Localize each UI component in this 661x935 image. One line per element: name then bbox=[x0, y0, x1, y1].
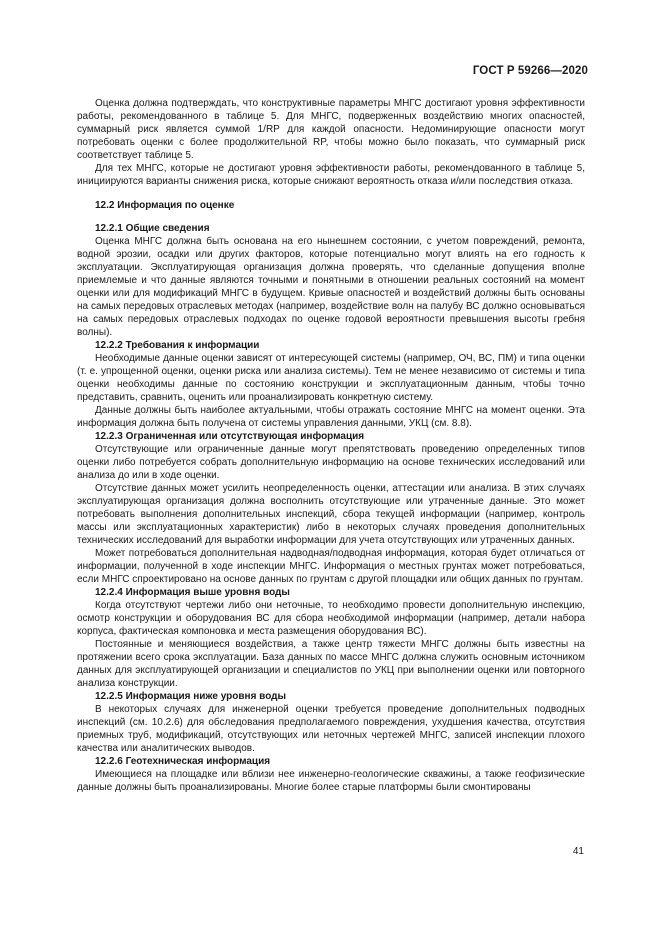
subsection-heading: 12.2.3 Ограниченная или отсутствующая информация bbox=[95, 431, 365, 442]
paragraph: В некоторых случаях для инженерной оценки требуется проведение дополнительных подводных инспекций (см. 10.2.6) для обследования предполагаемого повреждения, ухудшения качества, отсутствия приемных труб, модификаций, отсутствующих или неточных чертежей МНГС, записей инспекции плохого качества или аналитических выводов. bbox=[77, 704, 585, 754]
section-heading: 12.2 Информация по оценке bbox=[95, 200, 235, 211]
subsection-heading: 12.2.6 Геотехническая информация bbox=[95, 756, 271, 767]
paragraph: Необходимые данные оценки зависят от интересующей системы (например, ОЧ, ВС, ПМ) и типа оценки (т. е. упрощенной оценки, оценки риска или анализа системы). Тем не менее независимо от системы и типа оценки необходимы данные по состоянию конструкции и эксплуатационным данным, чтобы точно представить, сравнить, оценить или проанализировать конкретную систему. bbox=[77, 353, 585, 403]
paragraph: Отсутствие данных может усилить неопределенность оценки, аттестации или анализа. В этих случаях эксплуатирующая организация должна восполнить отсутствующие или утраченные данные. Это может потребовать выполнения дополнительных инспекций, сбора текущей информации (например, контроль массы или эксплуатационных характеристик) либо в некоторых случаях проведения дополнительных технических исследований для выработки информации для учета отсутствующих или утраченных данных. bbox=[77, 483, 585, 546]
paragraph: Когда отсутствуют чертежи либо они неточные, то необходимо провести дополнительную инспекцию, осмотр конструкции и оборудования ВС для сбора необходимой информации (например, детали набора корпуса, фактическая компоновка и места размещения оборудования ВС). bbox=[77, 600, 585, 637]
paragraph: Постоянные и меняющиеся воздействия, а также центр тяжести МНГС должны быть известны на протяжении всего срока эксплуатации. База данных по массе МНГС должна служить основным источником данных для эксплуатирующей организации и специалистов по УКЦ при выполнении оценки или повторного анализа конструкции. bbox=[77, 639, 585, 689]
subsection-heading: 12.2.2 Требования к информации bbox=[95, 340, 260, 351]
paragraph: Может потребоваться дополнительная надводная/подводная информация, которая будет отличаться от информации, полученной в ходе инспекции МНГС. Информация о местных грунтах может потребоваться, если МНГС спроектировано на основе данных по грунтам с другой площадки или общих данных по грунтам. bbox=[77, 548, 585, 585]
paragraph: Отсутствующие или ограниченные данные могут препятствовать проведению определенных типов оценки либо потребуется собрать дополнительную информацию на основе технических исследований или анализа до или в ходе оценки. bbox=[77, 444, 585, 481]
paragraph: Оценка должна подтверждать, что конструктивные параметры МНГС достигают уровня эффективности работы, рекомендованного в таблице 5. Для МНГС, подверженных воздействию многих опасностей, суммарный риск является суммой 1/RP для каждой опасности. Недоминирующие опасности могут потребовать оценки с более продолжительной RP, чтобы можно было показать, что суммарный риск соответствует таблице 5. bbox=[77, 98, 585, 161]
subsection-heading: 12.2.4 Информация выше уровня воды bbox=[95, 587, 290, 598]
standard-header: ГОСТ Р 59266—2020 bbox=[472, 65, 588, 77]
paragraph: Для тех МНГС, которые не достигают уровня эффективности работы, рекомендованного в таблице 5, инициируются варианты снижения риска, которые снижают вероятность отказа и/или последствия отказа. bbox=[77, 163, 585, 187]
page-number: 41 bbox=[572, 846, 584, 857]
paragraph: Имеющиеся на площадке или вблизи нее инженерно-геологические скважины, а также геофизические данные должны быть проанализированы. Многие более старые платформы были смонтированы bbox=[77, 769, 585, 793]
paragraph: Оценка МНГС должна быть основана на его нынешнем состоянии, с учетом повреждений, ремонта, водной эрозии, осадки или других факторов, которые потенциально могут влиять на его годность к эксплуатации. Эксплуатирующая организация должна проверять, что сделанные допущения вполне приемлемые и что данные являются точными и понятными в отношении реальных состояний на момент оценки или для модификаций МНГС в будущем. Кривые опасностей и воздействий должны быть основаны на самых передовых отраслевых методах (например, воздействие волн на палубу ВС должно основываться на самых передовых отраслевых подходах по оценке годовой вероятности превышения высоты гребня волны). bbox=[77, 236, 585, 338]
subsection-heading: 12.2.5 Информация ниже уровня воды bbox=[95, 691, 287, 702]
subsection-heading: 12.2.1 Общие сведения bbox=[95, 223, 210, 234]
paragraph: Данные должны быть наиболее актуальными, чтобы отражать состояние МНГС на момент оценки. Эта информация должна быть получена от системы управления данными, УКЦ (см. 8.8). bbox=[77, 405, 585, 429]
page-body bbox=[77, 97, 585, 794]
